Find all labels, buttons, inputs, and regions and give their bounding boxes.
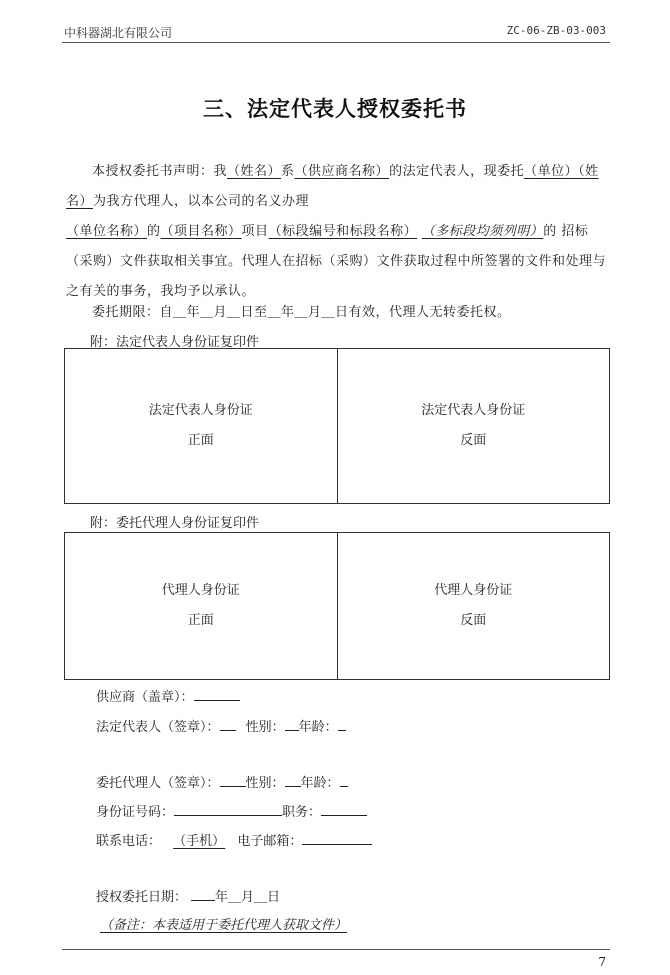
email-label: 电子邮箱： xyxy=(237,834,303,849)
legal-rep-id-front xyxy=(65,349,337,503)
agent-id-box xyxy=(64,532,610,680)
agent-sign-row xyxy=(96,772,348,791)
agent-id-front-l2: 正面 xyxy=(187,613,214,628)
legal-rep-id-front-l1: 法定代表人身份证 xyxy=(148,403,253,418)
authorization-date-label: 授权委托日期： xyxy=(96,890,188,905)
id-number-blank xyxy=(174,801,282,816)
legal-rep-id-back-l1: 法定代表人身份证 xyxy=(421,403,526,418)
agent-id-back-l2: 反面 xyxy=(460,613,487,628)
agent-gender-label: 性别： xyxy=(245,776,285,791)
p1-is: 系 xyxy=(281,164,295,179)
header-doc-code: ZC-06-ZB-03-003 xyxy=(506,24,606,37)
legal-rep-gender-label: 性别： xyxy=(245,720,285,735)
authorization-date-row xyxy=(96,886,280,905)
year-blank xyxy=(191,886,215,901)
legal-rep-id-box xyxy=(64,348,610,504)
legal-rep-gender-blank xyxy=(285,716,299,731)
authorization-date-rest: 年＿月＿日 xyxy=(215,890,281,905)
authorization-paragraph xyxy=(66,157,606,307)
p1-agent: 为我方代理人，以本公司的名义办理 xyxy=(93,194,310,209)
page-title: 三、法定代表人授权委托书 xyxy=(203,96,467,121)
legal-rep-id-back xyxy=(337,349,610,503)
p1-mid: 的法定代表人，现委托 xyxy=(389,164,525,179)
legal-rep-age-label: 年龄： xyxy=(298,720,338,735)
attachment-caption-agent: 附：委托代理人身份证复印件 xyxy=(90,516,260,531)
agent-unit: （单位） xyxy=(524,164,579,179)
position-blank xyxy=(321,801,367,816)
legal-rep-sign-blank xyxy=(220,716,236,731)
agent-age-blank xyxy=(340,772,348,787)
page-number: 7 xyxy=(598,955,606,969)
authorization-period: 委托期限：自＿年＿月＿日至＿年＿月＿日有效，代理人无转委托权。 xyxy=(92,305,511,320)
legal-rep-sign-label: 法定代表人（签章）： xyxy=(96,720,220,735)
id-number-row xyxy=(96,801,367,820)
agent-id-back xyxy=(337,533,610,679)
remark-note: （备注：本表适用于委托代理人获取文件） xyxy=(100,918,348,933)
unit-name: （单位名称） xyxy=(66,224,148,239)
agent-id-front xyxy=(65,533,337,679)
legal-rep-sign-row xyxy=(96,716,346,735)
section-name: （标段编号和标段名称） xyxy=(268,224,418,239)
principal-name: （姓名） xyxy=(227,164,282,179)
agent-age-label: 年龄： xyxy=(300,776,340,791)
project-name: （项目名称） xyxy=(160,224,242,239)
header-rule xyxy=(62,42,610,43)
footer-rule xyxy=(62,949,610,950)
multi-section-note: （多标段均须列明） xyxy=(421,224,544,239)
supplier-seal-row xyxy=(96,686,240,705)
agent-sign-blank xyxy=(220,772,246,787)
of-word: 的 xyxy=(147,224,161,239)
attachment-caption-legal-rep: 附：法定代表人身份证复印件 xyxy=(90,335,260,350)
supplier-name: （供应商名称） xyxy=(294,164,390,179)
id-number-label: 身份证号码： xyxy=(96,805,175,820)
legal-rep-id-front-l2: 正面 xyxy=(187,433,214,448)
email-blank xyxy=(302,830,372,845)
phone-value: （手机） xyxy=(173,834,226,849)
legal-rep-age-blank xyxy=(338,716,346,731)
p1-rest: 招标（采购）文件获取相关事宜。代理人在招标（采购）文件获取过程中所签署的文件和处理与之有关的事务，我均予以承认。 xyxy=(66,224,607,299)
agent-sign-label: 委托代理人（签章）： xyxy=(96,776,220,791)
position-label: 职务： xyxy=(282,805,322,820)
p1-prefix: 本授权委托书声明：我 xyxy=(92,164,228,179)
supplier-seal-blank xyxy=(194,686,240,701)
of-word-2: 的 xyxy=(543,224,557,239)
agent-id-back-l1: 代理人身份证 xyxy=(434,583,513,598)
header-company: 中科器湖北有限公司 xyxy=(64,26,173,40)
legal-rep-id-back-l2: 反面 xyxy=(460,433,487,448)
phone-label: 联系电话： xyxy=(96,834,162,849)
supplier-seal-label: 供应商（盖章）： xyxy=(96,690,194,705)
contact-row xyxy=(96,830,372,849)
agent-name: （姓名） xyxy=(66,164,599,209)
agent-id-front-l1: 代理人身份证 xyxy=(161,583,240,598)
agent-gender-blank xyxy=(285,772,301,787)
project-word: 项目 xyxy=(241,224,269,239)
